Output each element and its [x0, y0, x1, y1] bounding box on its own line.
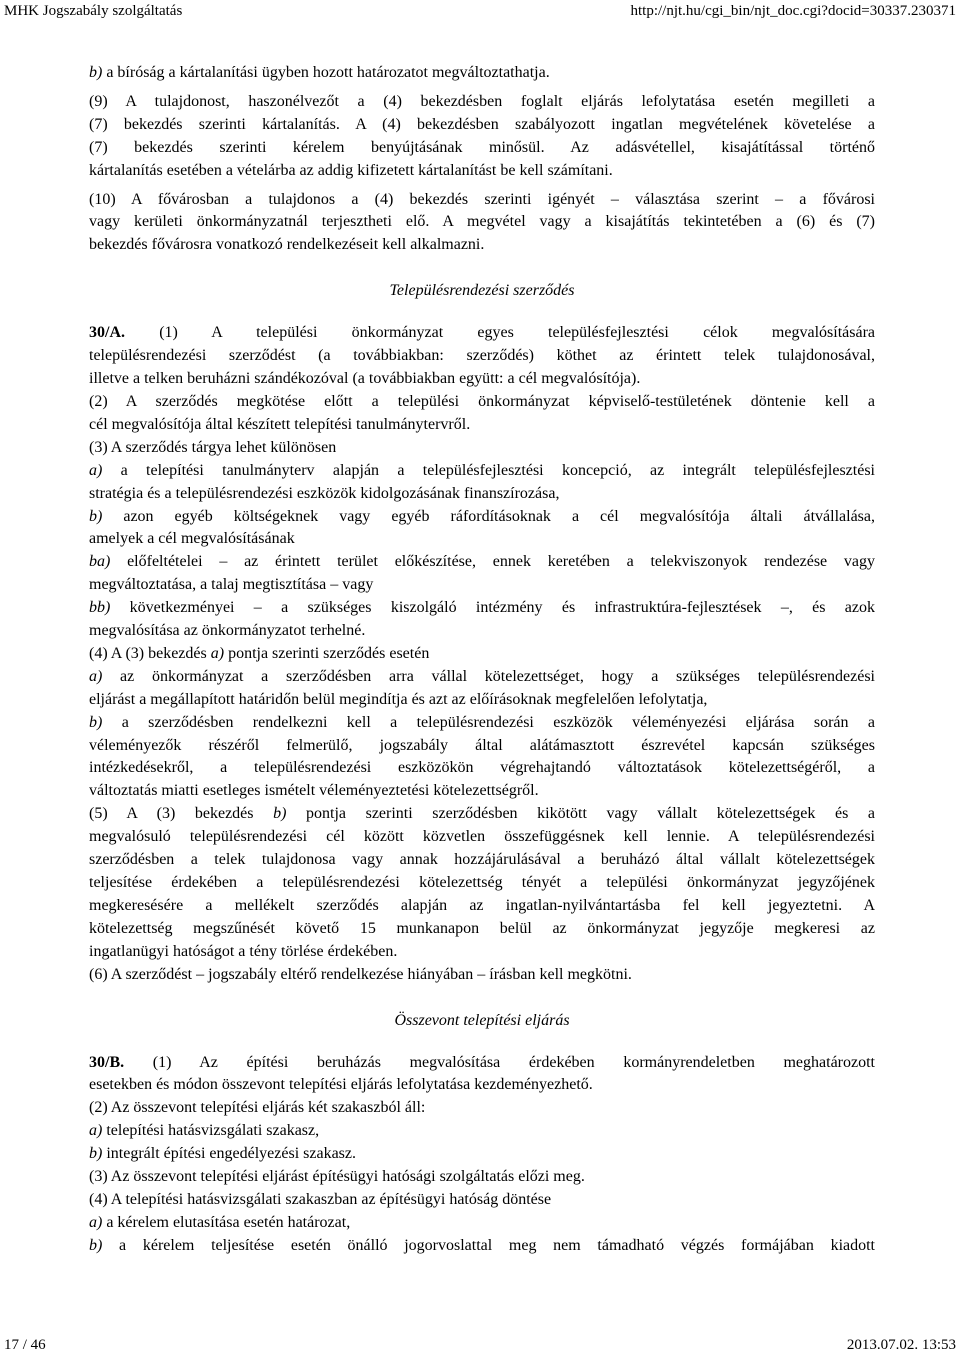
article-30a-3: (3) A szerződés tárgya lehet különösen — [89, 438, 337, 456]
article-30b-2: (2) Az összevont telepítési eljárás két szakaszból áll: — [89, 1099, 426, 1117]
article-30b-4: (4) A telepítési hatásvizsgálati szakaszban az építésügyi hatóság döntése — [89, 1190, 552, 1208]
article-30b-4a: a) a kérelem elutasítása esetén határozat, — [89, 1213, 351, 1231]
article-30b-1: 30/B. (1) Az építési beruházás megvalósítása érdekében kormányrendeletben meghatározott esetekben és módon összevont telepítési eljárás lefolytatása kezdeményezhető. — [89, 1053, 875, 1094]
print-timestamp: 2013.07.02. 13:53 — [846, 1337, 956, 1353]
page-footer — [0, 1334, 960, 1356]
article-30a-1: 30/A. (1) A települési önkormányzat egyes településfejlesztési célok megvalósítására településrendezési szerződést (a továbbiakban: szerződés) köthet az érintett telek tulajdonosával, illetve a telken beruházni szándékozóval (a továbbiakban együtt: a cél megvalósítója). — [89, 324, 875, 388]
article-30a-4b: b) a szerződésben rendelkezni kell a településrendezési eszközök véleményezési eljárása során a véleményezők részéről felmerülő, jogszabály által alátámasztott észrevétel kapcsán szükséges intézkedésekről, a településrendezési eszközökön végrehajtandó változtatások kötelezettségéről, a változtatás miatti esetleges ismételt véleményeztetési kötelezettségről. — [89, 713, 875, 800]
article-30a-3ba: ba) előfeltételei – az érintett terület előkészítése, ennek keretében a telekviszonyok rendezése vagy megváltoztatása, a talaj megtisztítása – vagy — [89, 553, 875, 594]
article-30b-3: (3) Az összevont telepítési eljárást építésügyi hatósági szolgáltatás előzi meg. — [89, 1168, 585, 1186]
article-30a-2: (2) A szerződés megkötése előtt a települési önkormányzat képviselő-testületének döntenie kell a cél megvalósítója által készített telepítési tanulmánytervről. — [89, 392, 875, 433]
section-heading-osszevont: Összevont telepítési eljárás — [394, 1011, 570, 1029]
header-source: MHK Jogszabály szolgáltatás — [4, 3, 183, 19]
article-30b-2b: b) integrált építési engedélyezési szakasz. — [89, 1145, 356, 1163]
article-30b-4b: b) a kérelem teljesítése esetén önálló jogorvoslattal meg nem támadható végzés formájában kiadott — [89, 1236, 875, 1254]
article-30a-4a: a) az önkormányzat a szerződésben arra vállal kötelezettséget, hogy a szükséges településrendezési eljárást a megállapított határidőn belül megindítja és azt az előírásoknak megfelelően lefolytatja, — [89, 667, 875, 708]
section-heading-telepulesrendezesi: Településrendezési szerződés — [389, 282, 575, 300]
page-number: 17 / 46 — [4, 1337, 46, 1353]
page-header — [0, 0, 960, 26]
article-30b-2a: a) telepítési hatásvizsgálati szakasz, — [89, 1122, 320, 1140]
header-url[interactable]: http://njt.hu/cgi_bin/njt_doc.cgi?docid=30337.230371 — [630, 3, 956, 19]
paragraph-10: (10) A fővárosban a tulajdonos a (4) bekezdés szerinti igényét – választása szerint – a fővárosi vagy kerületi önkormányzatnál terjesztheti elő. A megvétel vagy a kisajátítás tekintetében a (6) és (7) bekezdés fővárosra vonatkozó rendelkezéseit kell alkalmazni. — [89, 190, 875, 254]
paragraph-9: (9) A tulajdonost, haszonélvezőt a (4) bekezdésben foglalt eljárás lefolytatása esetén megilleti a (7) bekezdés szerinti kártalanítás. A (4) bekezdésben szabályozott ingatlan megvételének követelése a (7) bekezdés szerinti kérelem benyújtásának minősül. Az adásvétellel, kisajátítással történő kártalanítás esetében a vételárba az addig kifizetett kártalanítást be kell számítani. — [89, 92, 875, 179]
article-30a-6: (6) A szerződést – jogszabály eltérő rendelkezése hiányában – írásban kell megkötni. — [89, 965, 632, 983]
article-30a-5: (5) A (3) bekezdés b) pontja szerinti szerződésben kikötött vagy vállalt kötelezettségek és a megvalósuló településrendezési cél között közvetlen összefüggésnek kell lennie. A településrendezési szerződésben a telek tulajdonosa vagy annak hozzájárulásával a beruházó által vállalt kötelezettségek teljesítése érdekében a településrendezési kötelezettség tényét a települési önkormányzat jegyzőjének megkeresésére a mellékelt szerződés alapján az ingatlan-nyilvántartásba fel kell jegyeztetni. A kötelezettség megszűnését követő 15 munkanapon belül az önkormányzat jegyzője megkeresi az ingatlanügyi hatóságot a tény törlése érdekében. — [89, 805, 876, 960]
article-30a-3a: a) a telepítési tanulmányterv alapján a településfejlesztési koncepció, az integrált településfejlesztési stratégia és a településrendezési eszközök kidolgozásának finanszírozása, — [89, 461, 875, 502]
article-number: 30/A. — [89, 324, 125, 342]
article-30a-3bb: bb) következményei – a szükséges kiszolgáló intézmény és infrastruktúra-fejlesztések –, és azok megvalósítása az önkormányzatot terhelné. — [89, 599, 875, 640]
article-30a-3b: b) azon egyéb költségeknek vagy egyéb ráfordításoknak a cél megvalósítója általi átvállalása, amelyek a cél megvalósításának — [89, 507, 875, 548]
paragraph-8b: b) a bíróság a kártalanítási ügyben hozott határozatot megváltoztathatja. — [89, 64, 550, 81]
article-30a-4: (4) A (3) bekezdés a) pontja szerinti szerződés esetén — [89, 644, 430, 662]
document-body — [89, 62, 875, 1258]
article-number: 30/B. — [89, 1053, 125, 1071]
